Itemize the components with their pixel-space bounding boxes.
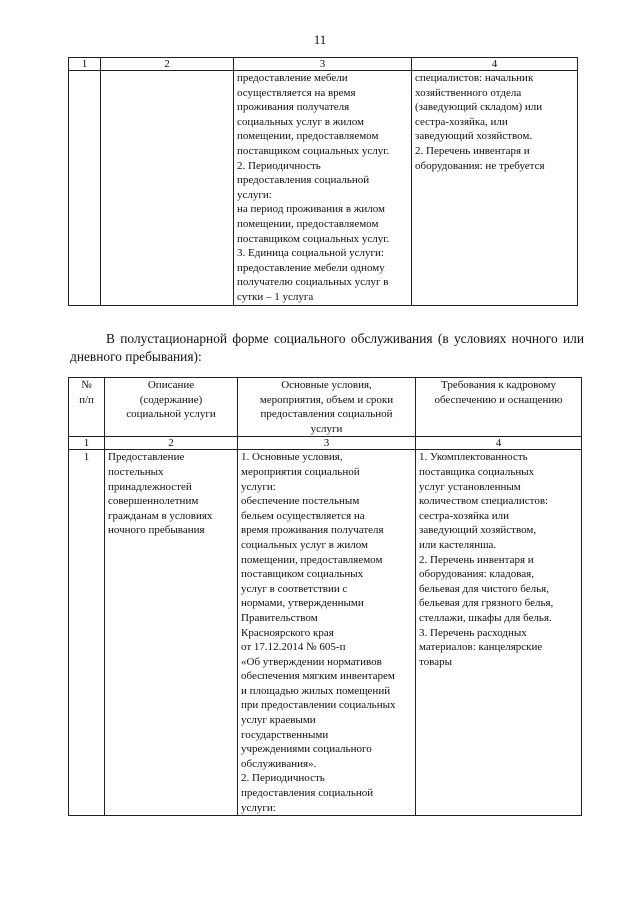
row-number-cell <box>69 71 101 306</box>
semistationary-services-table <box>68 377 582 816</box>
table-row <box>69 71 578 306</box>
column-number-3: 3 <box>238 437 416 450</box>
table-row <box>69 450 582 816</box>
page-number: 11 <box>313 32 327 47</box>
row-number-cell: 1 <box>69 450 105 816</box>
header-requirements: Требования к кадровому обеспечению и оснащению <box>416 378 582 437</box>
column-number-row <box>69 437 582 450</box>
description-cell: Предоставление постельных принадлежностей совершеннолетним гражданам в условиях ночного пребывания <box>105 450 238 816</box>
column-number-3: 3 <box>234 58 412 71</box>
conditions-cell: 1. Основные условия, мероприятия социальной услуги: обеспечение постельным бельем осуществляется на время проживания получателя социальных услуг в жилом помещении, предоставляемом поставщиком социальных услуг в соответствии с нормами, утвержденными Правительством Красноярского края от 17.12.2014 № 605-п «Об утверждении нормативов обеспечения мягким инвентарем и площадью жилых помещений при предоставлении социальных услуг краевыми государственными учреждениями социального обслуживания». 2. Периодичность предоставления социальной услуги: <box>238 450 416 816</box>
column-number-1: 1 <box>69 58 101 71</box>
conditions-cell: предоставление мебели осуществляется на время проживания получателя социальных услуг в жилом помещении, предоставляемом поставщиком социальных услуг. 2. Периодичность предоставления социальной услуги: на период проживания в жилом помещении, предоставляемом поставщиком социальных услуг. 3. Единица социальной услуги: предоставление мебели одному получателю социальных услуг в сутки – 1 услуга <box>234 71 412 306</box>
description-cell <box>101 71 234 306</box>
column-number-4: 4 <box>416 437 582 450</box>
column-number-row <box>69 58 578 71</box>
requirements-cell: 1. Укомплектованность поставщика социальных услуг установленным количеством специалистов: сестра-хозяйка или заведующий хозяйством, или кастелянша. 2. Перечень инвентаря и оборудования: кладовая, бельевая для чистого белья, бельевая для грязного белья, стеллажи, шкафы для белья. 3. Перечень расходных материалов: канцелярские товары <box>416 450 582 816</box>
table-header-row <box>69 378 582 437</box>
header-conditions: Основные условия, мероприятия, объем и сроки предоставления социальной услуги <box>238 378 416 437</box>
requirements-cell: специалистов: начальник хозяйственного отдела (заведующий складом) или сестра-хозяйка, или заведующий хозяйством. 2. Перечень инвентаря и оборудования: не требуется <box>412 71 578 306</box>
section-heading: В полустационарной форме социального обслуживания (в условиях ночного или дневного пребывания): <box>70 331 584 364</box>
continued-services-table <box>68 57 578 306</box>
header-number: № п/п <box>69 378 105 437</box>
header-description: Описание (содержание) социальной услуги <box>105 378 238 437</box>
column-number-1: 1 <box>69 437 105 450</box>
column-number-4: 4 <box>412 58 578 71</box>
column-number-2: 2 <box>101 58 234 71</box>
column-number-2: 2 <box>105 437 238 450</box>
